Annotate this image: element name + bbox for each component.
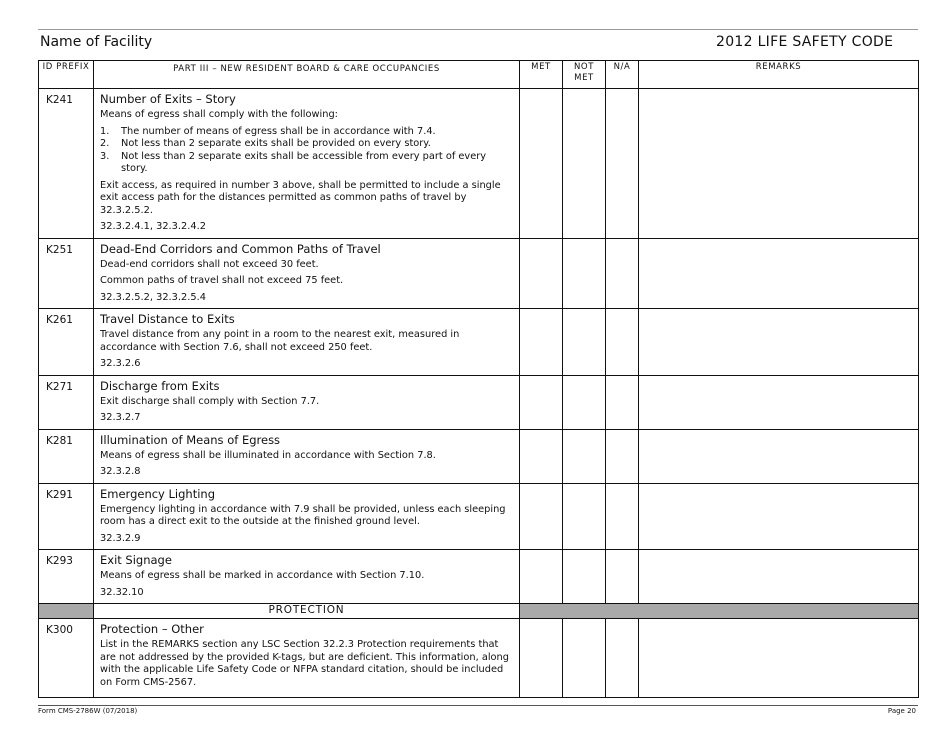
na-cell[interactable] <box>606 375 639 429</box>
col-header-na: N/A <box>606 61 639 89</box>
met-cell[interactable] <box>520 483 563 550</box>
remarks-cell[interactable] <box>639 483 919 550</box>
code-reference: 32.32.10 <box>100 586 144 598</box>
remarks-cell[interactable] <box>639 89 919 239</box>
table-header-row <box>39 61 919 89</box>
met-cell[interactable] <box>520 619 563 698</box>
list-item: 1. The number of means of egress shall be in accordance with 7.4. <box>100 125 436 137</box>
remarks-cell[interactable] <box>639 375 919 429</box>
not-met-cell[interactable] <box>563 238 606 309</box>
requirement-description <box>94 483 520 550</box>
requirement-description <box>94 429 520 483</box>
code-reference: 32.3.2.7 <box>100 412 141 423</box>
not-met-cell[interactable] <box>563 309 606 376</box>
code-reference: 32.3.2.9 <box>100 532 141 544</box>
table-row <box>39 238 919 309</box>
list-item: 3. Not less than 2 separate exits shall be accessible from every part of every story. <box>100 150 487 174</box>
requirement-description <box>94 619 520 698</box>
k-tag-id: K291 <box>39 483 94 550</box>
code-reference: 32.3.2.5.2, 32.3.2.5.4 <box>100 291 206 303</box>
table-row <box>39 375 919 429</box>
table-row <box>39 619 919 698</box>
requirement-title: Travel Distance to Exits <box>100 312 235 326</box>
table-row <box>39 89 919 239</box>
requirement-list <box>100 126 513 176</box>
requirement-text: Dead-end corridors shall not exceed 30 feet. <box>100 258 319 270</box>
header-rule <box>38 29 918 30</box>
requirement-text: Means of egress shall be illuminated in accordance with Section 7.8. <box>100 449 436 461</box>
remarks-cell[interactable] <box>639 619 919 698</box>
not-met-cell[interactable] <box>563 550 606 604</box>
not-met-cell[interactable] <box>563 619 606 698</box>
not-met-cell[interactable] <box>563 483 606 550</box>
requirement-note: Exit access, as required in number 3 above, shall be permitted to include a single exit access path for the distances permitted as common paths of travel by 32.3.2.5.2. <box>100 179 501 216</box>
na-cell[interactable] <box>606 238 639 309</box>
inspection-table <box>38 60 919 698</box>
requirement-title: Number of Exits – Story <box>100 92 236 106</box>
met-cell[interactable] <box>520 375 563 429</box>
remarks-cell[interactable] <box>639 550 919 604</box>
section-shade-cell <box>520 604 919 619</box>
col-header-not-met: NOT MET <box>563 61 606 89</box>
met-cell[interactable] <box>520 309 563 376</box>
section-header-row <box>39 604 919 619</box>
met-cell[interactable] <box>520 429 563 483</box>
k-tag-id: K281 <box>39 429 94 483</box>
remarks-cell[interactable] <box>639 309 919 376</box>
met-cell[interactable] <box>520 550 563 604</box>
form-number: Form CMS-2786W (07/2018) <box>38 707 138 715</box>
requirement-title: Illumination of Means of Egress <box>100 432 281 447</box>
code-title: 2012 LIFE SAFETY CODE <box>716 34 894 50</box>
col-header-part: PART III – NEW RESIDENT BOARD & CARE OCCUPANCIES <box>94 61 520 89</box>
not-met-cell[interactable] <box>563 429 606 483</box>
k-tag-id: K300 <box>39 619 94 698</box>
requirement-description <box>94 550 520 604</box>
na-cell[interactable] <box>606 550 639 604</box>
requirement-text: Means of egress shall comply with the following: <box>100 109 338 120</box>
requirement-text: Means of egress shall be marked in accordance with Section 7.10. <box>100 570 425 581</box>
requirement-description <box>94 375 520 429</box>
code-reference: 32.3.2.8 <box>100 466 141 477</box>
requirement-text: Travel distance from any point in a room to the nearest exit, measured in accordance with Section 7.6, shall not exceed 250 feet. <box>100 329 460 353</box>
table-row <box>39 483 919 550</box>
requirement-text: Common paths of travel shall not exceed 75 feet. <box>100 275 344 286</box>
k-tag-id: K293 <box>39 550 94 604</box>
na-cell[interactable] <box>606 309 639 376</box>
met-cell[interactable] <box>520 238 563 309</box>
requirement-title: Dead-End Corridors and Common Paths of Travel <box>100 241 381 256</box>
k-tag-id: K251 <box>39 238 94 309</box>
na-cell[interactable] <box>606 89 639 239</box>
table-row <box>39 309 919 376</box>
k-tag-id: K261 <box>39 309 94 376</box>
k-tag-id: K271 <box>39 375 94 429</box>
requirement-description <box>94 309 520 376</box>
na-cell[interactable] <box>606 483 639 550</box>
requirement-text: List in the REMARKS section any LSC Section 32.2.3 Protection requirements that are not addressed by the provided K-tags, but are deficient. This information, along with the applicable Life Safety Code or NFPA standard citation, should be included on Form CMS-2567. <box>100 639 509 688</box>
requirement-title: Emergency Lighting <box>100 486 215 501</box>
requirement-title: Protection – Other <box>100 622 204 636</box>
code-reference: 32.3.2.6 <box>100 358 141 369</box>
table-row <box>39 429 919 483</box>
table-row <box>39 550 919 604</box>
requirement-description <box>94 89 520 239</box>
remarks-cell[interactable] <box>639 429 919 483</box>
requirement-text: Exit discharge shall comply with Section 7.7. <box>100 395 320 407</box>
met-cell[interactable] <box>520 89 563 239</box>
col-header-id: ID PREFIX <box>39 61 94 89</box>
requirement-description <box>94 238 520 309</box>
not-met-cell[interactable] <box>563 89 606 239</box>
col-header-met: MET <box>520 61 563 89</box>
requirement-title: Discharge from Exits <box>100 378 220 393</box>
list-item: 2. Not less than 2 separate exits shall be provided on every story. <box>100 138 431 149</box>
requirement-title: Exit Signage <box>100 553 172 567</box>
page-number: Page 20 <box>887 707 916 715</box>
col-header-remarks: REMARKS <box>639 61 919 89</box>
na-cell[interactable] <box>606 619 639 698</box>
k-tag-id: K241 <box>39 89 94 239</box>
code-reference: 32.3.2.4.1, 32.3.2.4.2 <box>100 221 206 232</box>
na-cell[interactable] <box>606 429 639 483</box>
requirement-text: Emergency lighting in accordance with 7.9 shall be provided, unless each sleeping room has a direct exit to the outside at the finished ground level. <box>100 503 506 527</box>
facility-name-label: Name of Facility <box>40 34 153 50</box>
footer-rule <box>38 705 918 706</box>
not-met-cell[interactable] <box>563 375 606 429</box>
section-shade-cell <box>39 604 94 619</box>
section-title: PROTECTION <box>94 604 520 619</box>
remarks-cell[interactable] <box>639 238 919 309</box>
